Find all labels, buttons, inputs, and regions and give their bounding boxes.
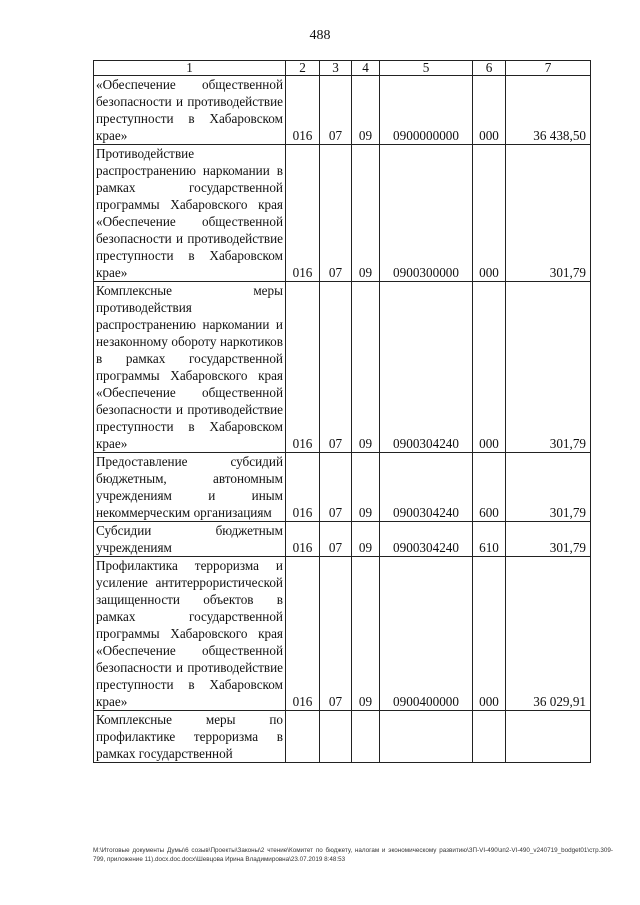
row-pr: 09	[352, 522, 380, 557]
row-pr: 09	[352, 557, 380, 711]
row-amount: 36 438,50	[506, 76, 591, 145]
table-row	[94, 453, 591, 522]
row-vr: 000	[473, 282, 506, 453]
row-csr: 0900304240	[380, 522, 473, 557]
row-pr: 09	[352, 282, 380, 453]
row-vr: 000	[473, 145, 506, 282]
table-body	[94, 76, 591, 763]
row-pr	[352, 711, 380, 763]
row-name: Противодействие распространению наркомании в рамках государственной программы Хабаровского края «Обеспечение общественной безопасности и противодействие преступности в Хабаровском крае»	[94, 145, 286, 282]
row-gr: 016	[286, 522, 320, 557]
row-name: Профилактика терроризма и усиление антитеррористической защищенности объектов в рамках государственной программы Хабаровского края «Обеспечение общественной безопасности и противодействие преступности в Хабаровском крае»	[94, 557, 286, 711]
row-amount: 301,79	[506, 453, 591, 522]
row-gr: 016	[286, 76, 320, 145]
table-row	[94, 282, 591, 453]
header-col-3: 3	[320, 61, 352, 76]
row-name: Комплексные меры по профилактике терроризма в рамках государственной	[94, 711, 286, 763]
row-name: «Обеспечение общественной безопасности и противодействие преступности в Хабаровском крае»	[94, 76, 286, 145]
header-col-6: 6	[473, 61, 506, 76]
row-rz: 07	[320, 557, 352, 711]
header-col-7: 7	[506, 61, 591, 76]
row-vr: 000	[473, 557, 506, 711]
row-amount: 301,79	[506, 145, 591, 282]
header-col-5: 5	[380, 61, 473, 76]
row-gr: 016	[286, 145, 320, 282]
row-pr: 09	[352, 76, 380, 145]
row-vr: 000	[473, 76, 506, 145]
row-name: Субсидии бюджетным учреждениям	[94, 522, 286, 557]
table-row	[94, 711, 591, 763]
row-amount: 301,79	[506, 282, 591, 453]
row-vr: 610	[473, 522, 506, 557]
row-gr: 016	[286, 282, 320, 453]
row-rz	[320, 711, 352, 763]
row-csr	[380, 711, 473, 763]
row-csr: 0900000000	[380, 76, 473, 145]
document-footer-path: М:\Итоговые документы Думы\6 созыв\Проекты\Законы\2 чтение\Комитет по бюджету, налогам и экономическому развитию\ЗП-VI-490\зп2-VI-490_v240719_bodget01\стр.309-799, приложение 11).docx.doc.docx\Шевцова Ирина Владимировна\23.07.2019 8:48:53	[93, 847, 613, 863]
row-gr: 016	[286, 557, 320, 711]
header-col-1: 1	[94, 61, 286, 76]
table-row	[94, 145, 591, 282]
page-number: 488	[309, 28, 331, 43]
row-name: Комплексные меры противодействия распространению наркомании и незаконному обороту наркотиков в рамках государственной программы Хабаровского края «Обеспечение общественной безопасности и противодействие преступности в Хабаровском крае»	[94, 282, 286, 453]
budget-table	[93, 60, 591, 763]
table-row	[94, 76, 591, 145]
table-row	[94, 522, 591, 557]
row-rz: 07	[320, 522, 352, 557]
row-csr: 0900304240	[380, 282, 473, 453]
row-csr: 0900304240	[380, 453, 473, 522]
row-amount: 301,79	[506, 522, 591, 557]
row-rz: 07	[320, 76, 352, 145]
row-vr	[473, 711, 506, 763]
table-header	[94, 61, 591, 76]
row-csr: 0900300000	[380, 145, 473, 282]
row-vr: 600	[473, 453, 506, 522]
row-rz: 07	[320, 282, 352, 453]
row-pr: 09	[352, 453, 380, 522]
row-gr: 016	[286, 453, 320, 522]
header-col-4: 4	[352, 61, 380, 76]
header-row	[94, 61, 591, 76]
row-csr: 0900400000	[380, 557, 473, 711]
row-rz: 07	[320, 145, 352, 282]
row-rz: 07	[320, 453, 352, 522]
table-row	[94, 557, 591, 711]
row-amount: 36 029,91	[506, 557, 591, 711]
row-amount	[506, 711, 591, 763]
row-pr: 09	[352, 145, 380, 282]
header-col-2: 2	[286, 61, 320, 76]
row-gr	[286, 711, 320, 763]
row-name: Предоставление субсидий бюджетным, автономным учреждениям и иным некоммерческим организациям	[94, 453, 286, 522]
